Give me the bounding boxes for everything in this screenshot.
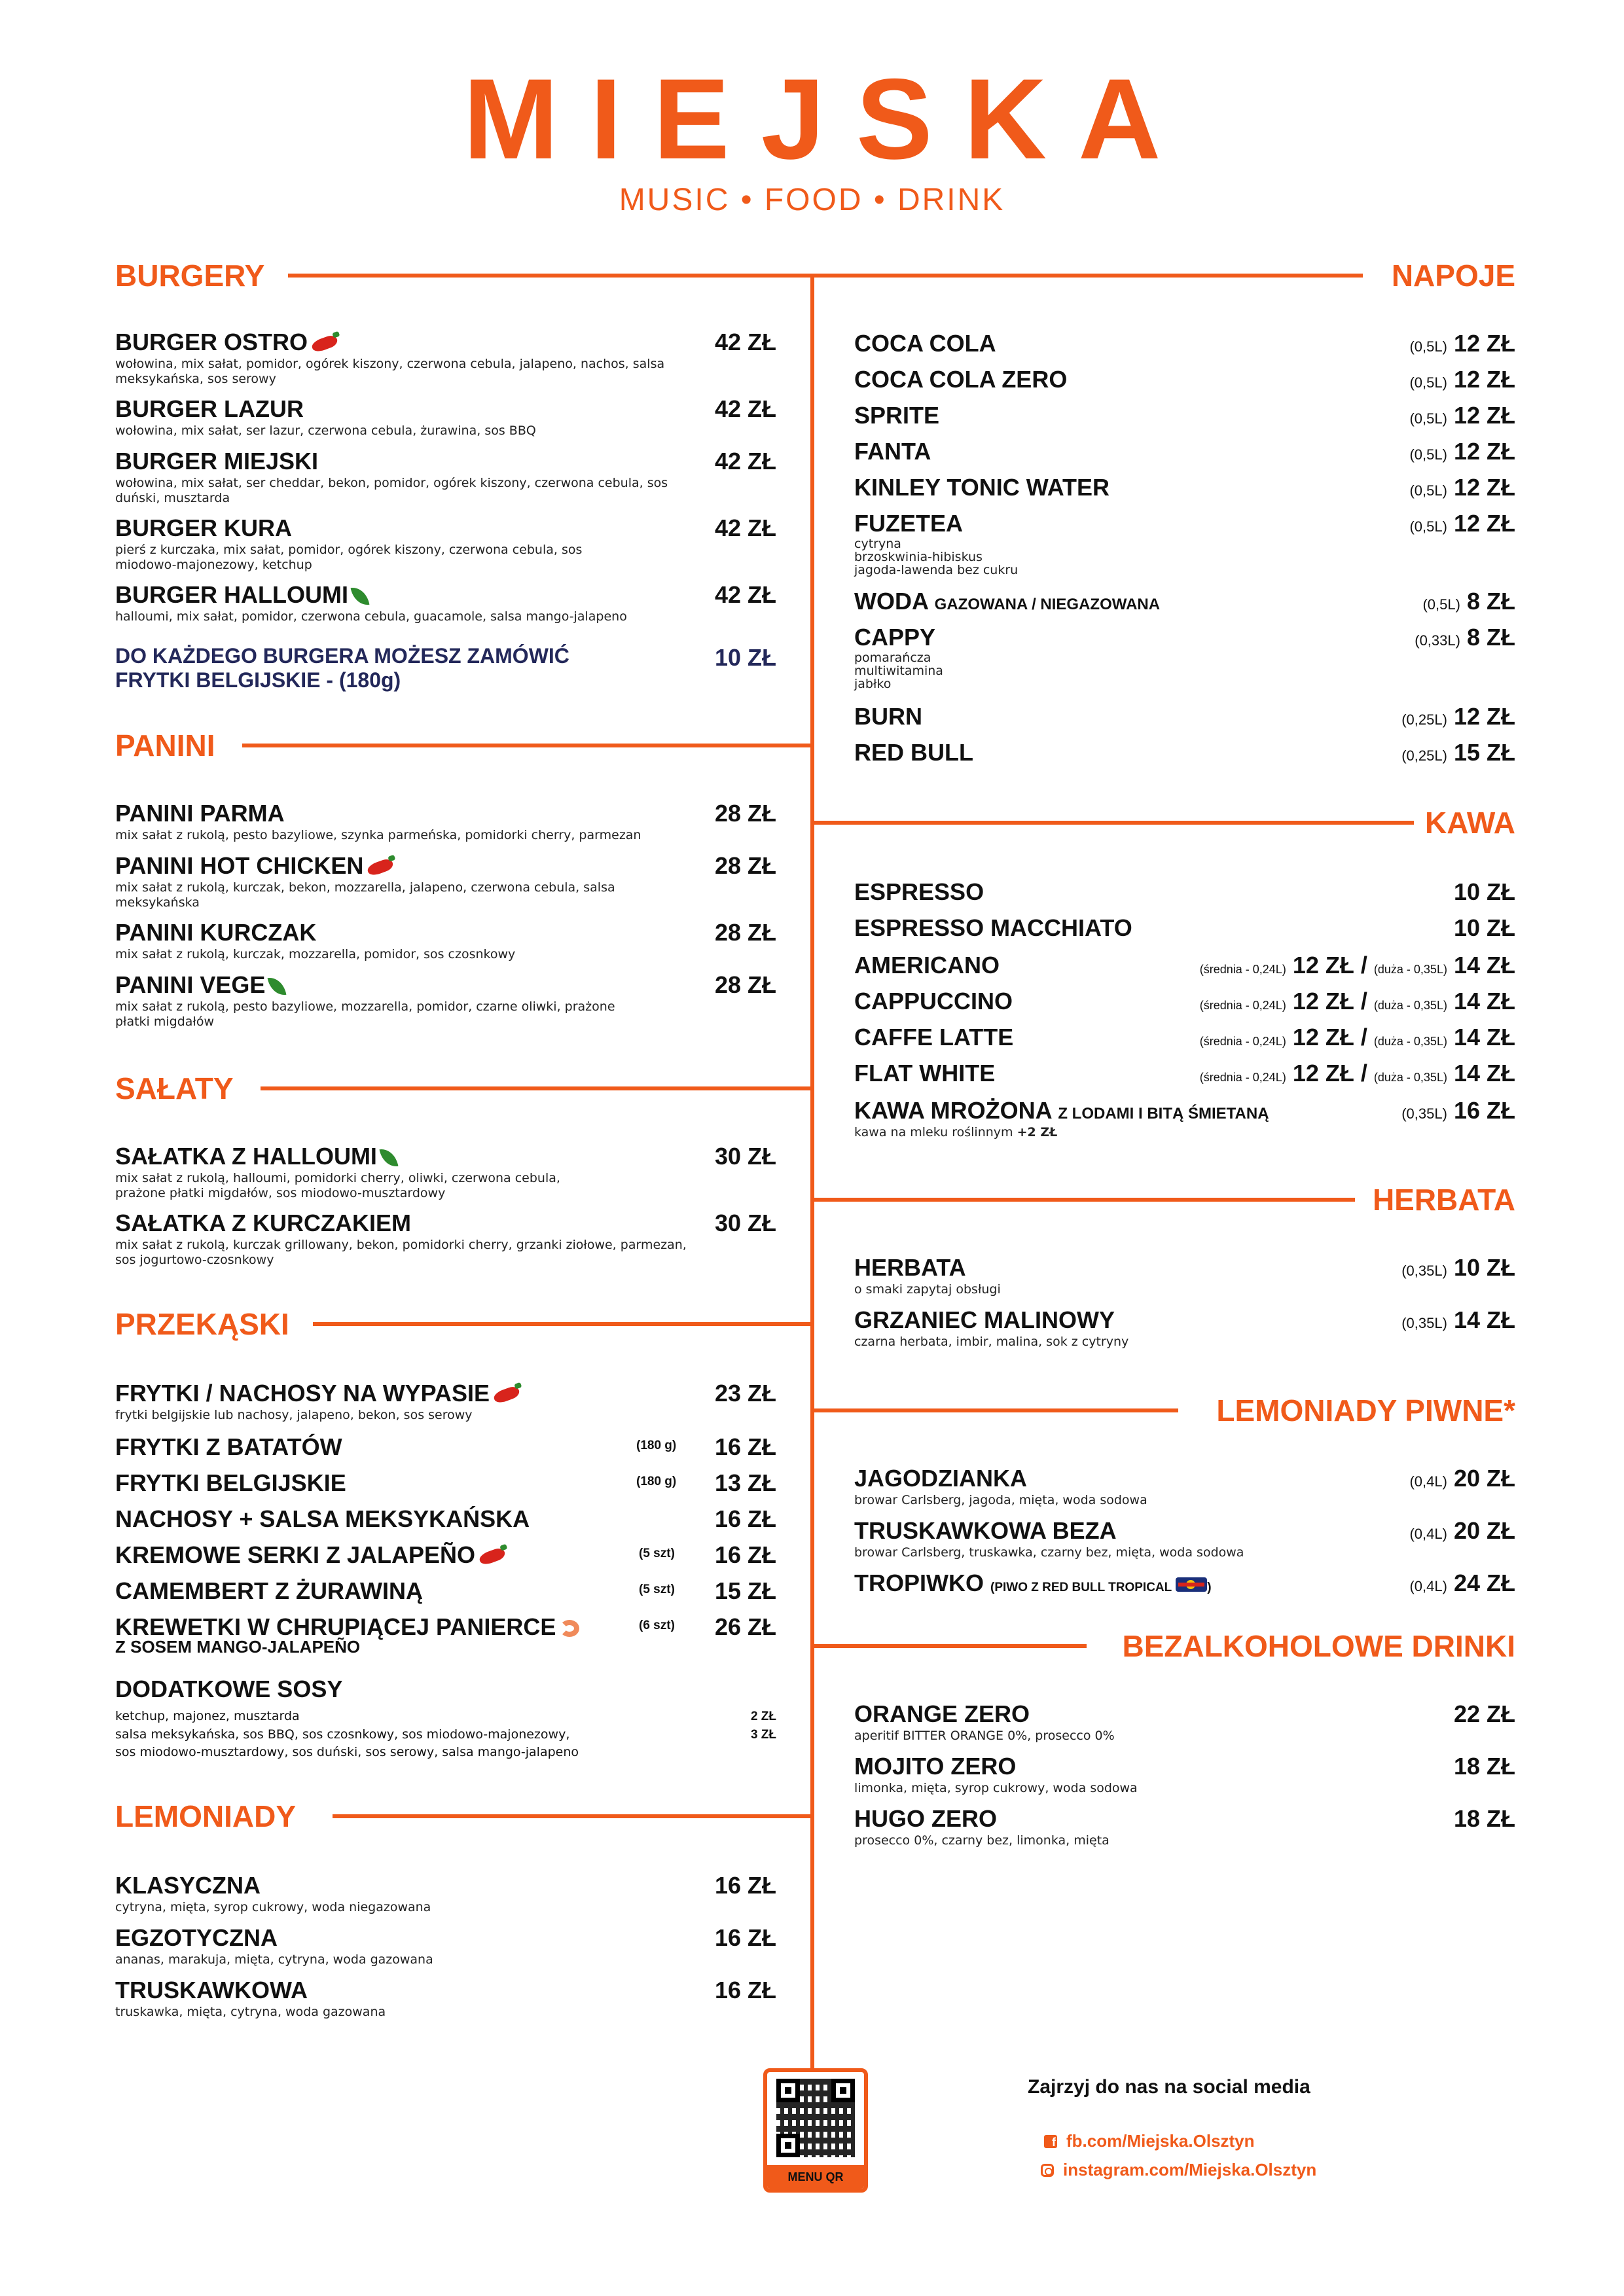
item-volume-medium: (średnia - 0,24L) [1199,1071,1286,1084]
social-title: Zajrzyj do nas na social media [1028,2076,1310,2098]
logo-wordmark: MIEJSKA [463,56,1193,183]
item-price: 8 ZŁ [1466,588,1515,615]
item-name: SAŁATKA Z HALLOUMI [115,1143,377,1170]
item-description: mix sałat z rukolą, kurczak grillowany, bekon, pomidorki cherry, grzanki ziołowe, parmezan, sos jogurtowo-czosnkowy [115,1238,687,1268]
menu-item [854,402,1515,429]
item-volume: (0,35L) [1401,1105,1447,1122]
item-extra-price: +2 ZŁ [1017,1125,1058,1140]
item-price-large: 14 ZŁ [1453,988,1515,1014]
item-price: 42 ZŁ [714,514,776,541]
item-subtitle: Z LODAMI I BITĄ ŚMIETANĄ [1058,1105,1269,1122]
item-name: COCA COLA ZERO [854,366,1068,393]
item-price: 42 ZŁ [714,448,776,475]
item-name: BURGER HALLOUMI [115,581,348,608]
item-price: 16 ZŁ [714,1433,776,1460]
item-name: WODA [854,588,928,615]
menu-item [854,588,1515,615]
menu-item [115,329,776,387]
item-description: kawa na mleku roślinnym [854,1125,1013,1140]
item-name: BURGER OSTRO [115,329,308,355]
item-price: 42 ZŁ [714,329,776,355]
item-price: 30 ZŁ [714,1210,776,1236]
item-price-large: 14 ZŁ [1453,1060,1515,1086]
section-title-przekaski: PRZEKĄSKI [115,1307,289,1341]
menu-item: CAFFE LATTE (średnia - 0,24L) 12 ZŁ / (duża - 0,35L) 14 ZŁ [854,1024,1515,1050]
item-price: 12 ZŁ [1453,703,1515,730]
sauces-price: 3 ZŁ [750,1727,776,1742]
menu-item [854,1254,1515,1297]
instagram-label: instagram.com/Miejska.Olsztyn [1063,2160,1317,2179]
item-subtitle: (PIWO Z RED BULL TROPICAL [990,1581,1172,1594]
item-price-medium: 12 ZŁ [1292,1060,1354,1086]
addon-line-1: DO KAŻDEGO BURGERA MOŻESZ ZAMÓWIĆ [115,644,569,668]
item-description: browar Carlsberg, jagoda, mięta, woda sodowa [854,1493,1147,1508]
section-title-kawa: KAWA [1425,806,1515,840]
item-description: halloumi, mix sałat, pomidor, czerwona cebula, guacamole, salsa mango-jalapeno [115,609,627,624]
leaf-icon [268,976,287,998]
item-quantity: (180 g) [636,1475,677,1488]
item-price: 26 ZŁ [714,1613,776,1640]
item-description: wołowina, mix sałat, ser cheddar, bekon, pomidor, ogórek kiszony, czerwona cebula, sos duński, musztarda [115,476,668,506]
menu-item [115,971,776,1030]
item-name: PANINI VEGE [115,971,266,998]
item-name: SAŁATKA Z KURCZAKIEM [115,1210,411,1236]
item-subtitle-end: ) [1207,1581,1212,1594]
item-price: 12 ZŁ [1453,510,1515,537]
menu-item [854,1570,1515,1596]
item-name: FANTA [854,438,931,465]
item-volume: (0,33L) [1415,632,1460,649]
item-flavor: jagoda-lawenda bez cukru [854,563,1019,578]
menu-item [854,1700,1515,1744]
item-volume-medium: (średnia - 0,24L) [1199,999,1286,1012]
item-description: wołowina, mix sałat, pomidor, ogórek kiszony, czerwona cebula, jalapeno, nachos, salsa meksykańska, sos serowy [115,357,665,387]
section-rule [288,274,812,278]
item-price: 28 ZŁ [714,800,776,827]
item-name: FRYTKI / NACHOSY NA WYPASIE [115,1380,490,1407]
menu-item [115,448,776,506]
item-price: 28 ZŁ [714,852,776,879]
item-volume: (0,5L) [1409,482,1447,499]
section-rule [812,821,1414,825]
item-volume-large: (duża - 0,35L) [1373,1035,1447,1048]
item-price: 15 ZŁ [1453,739,1515,766]
item-name: HUGO ZERO [854,1805,998,1832]
section-title-lemoniady-piwne: LEMONIADY PIWNE* [1216,1393,1515,1427]
item-price-large: 14 ZŁ [1453,952,1515,978]
chili-icon [478,1547,507,1567]
item-price: 12 ZŁ [1453,402,1515,429]
menu-item [115,1505,776,1532]
item-name: CAPPY [854,624,936,651]
item-volume-large: (duża - 0,35L) [1373,1071,1447,1084]
menu-item [115,1433,776,1460]
item-description: o smaki zapytaj obsługi [854,1282,1001,1297]
item-description: wołowina, mix sałat, ser lazur, czerwona cebula, żurawina, sos BBQ [115,423,536,439]
shrimp-icon [560,1620,579,1637]
menu-item [115,852,776,910]
menu-item [854,438,1515,465]
item-price: 24 ZŁ [1453,1570,1515,1596]
item-price: 18 ZŁ [1453,1805,1515,1832]
fries-addon [115,644,776,692]
item-name: FRYTKI Z BATATÓW [115,1433,342,1460]
item-volume: (0,4L) [1409,1578,1447,1594]
item-description: cytryna, mięta, syrop cukrowy, woda niegazowana [115,1900,431,1915]
menu-item [854,624,1515,691]
item-description: frytki belgijskie lub nachosy, jalapeno, bekon, sos serowy [115,1408,473,1423]
item-price: 12 ZŁ [1453,474,1515,501]
item-description: mix sałat z rukolą, pesto bazyliowe, szynka parmeńska, pomidorki cherry, parmezan [115,828,641,843]
item-name: AMERICANO [854,952,1000,978]
item-price: 12 ZŁ [1453,366,1515,393]
item-description: prosecco 0%, czarny bez, limonka, mięta [854,1833,1110,1848]
item-name: TROPIWKO [854,1570,984,1596]
item-price: 22 ZŁ [1453,1700,1515,1727]
menu-item: CAPPUCCINO (średnia - 0,24L) 12 ZŁ / (duża - 0,35L) 14 ZŁ [854,988,1515,1014]
qr-finder [831,2079,855,2102]
menu-item [115,919,776,962]
item-name: KLASYCZNA [115,1872,261,1899]
item-volume: (0,4L) [1409,1473,1447,1490]
instagram-link[interactable] [1041,2160,1316,2180]
facebook-label: fb.com/Miejska.Olsztyn [1066,2131,1255,2151]
menu-item [115,514,776,573]
item-description: aperitif BITTER ORANGE 0%, prosecco 0% [854,1729,1115,1744]
item-description: ananas, marakuja, mięta, cytryna, woda gazowana [115,1952,433,1967]
item-description: mix sałat z rukolą, kurczak, bekon, mozzarella, jalapeno, czerwona cebula, salsa meksykańska [115,880,615,910]
menu-item [854,739,1515,766]
menu-item [115,395,776,439]
item-name: BURN [854,703,922,730]
item-name: HERBATA [854,1254,966,1281]
section-rule [313,1322,812,1326]
item-name: MOJITO ZERO [854,1753,1017,1780]
item-volume: (0,5L) [1409,374,1447,391]
item-name: JAGODZIANKA [854,1465,1028,1492]
menu-item [854,1465,1515,1508]
sauces-price: 2 ZŁ [750,1710,776,1724]
section-title-panini: PANINI [115,728,215,762]
item-price: 20 ZŁ [1453,1465,1515,1492]
section-rule [333,1814,812,1818]
item-volume-medium: (średnia - 0,24L) [1199,963,1286,976]
menu-item [854,1306,1515,1350]
menu-item [115,1143,776,1201]
menu-item [854,878,1515,905]
item-volume: (0,5L) [1409,338,1447,355]
item-name: ORANGE ZERO [854,1700,1030,1727]
item-name: FLAT WHITE [854,1060,996,1086]
item-quantity: (180 g) [636,1439,677,1452]
item-price-large: 14 ZŁ [1453,1024,1515,1050]
item-name: KINLEY TONIC WATER [854,474,1110,501]
item-name: KREWETKI W CHRUPIĄCEJ PANIERCE [115,1613,556,1640]
item-name: KAWA MROŻONA [854,1097,1052,1124]
item-description: mix sałat z rukolą, pesto bazyliowe, mozzarella, pomidor, czarne oliwki, prażone płatki migdałów [115,999,615,1030]
item-price: 28 ZŁ [714,919,776,946]
item-name: FUZETEA [854,510,963,537]
item-description: mix sałat z rukolą, kurczak, mozzarella, pomidor, sos czosnkowy [115,947,516,962]
item-price: 16 ZŁ [714,1541,776,1568]
menu-item [115,1977,776,2020]
menu-item [115,1210,776,1268]
leaf-icon [351,586,370,608]
addon-line-2: FRYTKI BELGIJSKIE - (180g) [115,668,401,692]
section-title-herbata: HERBATA [1372,1183,1515,1217]
extra-sauces [115,1676,776,1762]
item-flavor: brzoskwinia-hibiskus [854,550,983,565]
item-name: COCA COLA [854,330,996,357]
item-flavor: pomarańcza [854,651,931,666]
section-rule [242,744,812,747]
item-price: 30 ZŁ [714,1143,776,1170]
item-volume: (0,5L) [1422,596,1460,613]
item-name: BURGER MIEJSKI [115,448,319,475]
section-rule [812,1198,1355,1202]
qr-finder [776,2079,800,2102]
item-name: ESPRESSO [854,878,984,905]
item-name: TRUSKAWKOWA BEZA [854,1517,1117,1544]
item-price: 10 ZŁ [1453,914,1515,941]
item-volume-medium: (średnia - 0,24L) [1199,1035,1286,1048]
item-name: SPRITE [854,402,940,429]
item-name: KREMOWE SERKI Z JALAPEÑO [115,1541,476,1568]
section-title-burgery: BURGERY [115,259,265,293]
item-price-medium: 12 ZŁ [1292,952,1354,978]
item-price: 28 ZŁ [714,971,776,998]
menu-item: AMERICANO (średnia - 0,24L) 12 ZŁ / (duża - 0,35L) 14 ZŁ [854,952,1515,978]
item-volume-large: (duża - 0,35L) [1373,999,1447,1012]
section-title-lemoniady: LEMONIADY [115,1799,296,1833]
menu-item [854,914,1515,941]
menu-item [854,703,1515,730]
item-name: CAFFE LATTE [854,1024,1014,1050]
section-title-salaty: SAŁATY [115,1071,234,1105]
item-price: 16 ZŁ [714,1505,776,1532]
item-price: 13 ZŁ [714,1469,776,1496]
item-quantity: (6 szt) [639,1619,675,1632]
item-name: CAMEMBERT Z ŻURAWINĄ [115,1577,423,1604]
section-rule [261,1086,812,1090]
item-description: browar Carlsberg, truskawka, czarny bez, mięta, woda sodowa [854,1545,1244,1560]
item-price: 42 ZŁ [714,395,776,422]
menu-item [115,1872,776,1915]
menu-item [854,330,1515,357]
item-description: limonka, mięta, syrop cukrowy, woda sodowa [854,1781,1138,1796]
menu-item: FLAT WHITE (średnia - 0,24L) 12 ZŁ / (duża - 0,35L) 14 ZŁ [854,1060,1515,1086]
item-price: 16 ZŁ [1453,1097,1515,1124]
item-price-medium: 12 ZŁ [1292,1024,1354,1050]
item-price: 18 ZŁ [1453,1753,1515,1780]
instagram-icon [1041,2164,1054,2177]
menu-item [854,1805,1515,1848]
item-price: 15 ZŁ [714,1577,776,1604]
sauces-title: DODATKOWE SOSY [115,1676,343,1702]
chili-icon [492,1385,521,1405]
item-flavor: jabłko [854,677,892,692]
item-volume: (0,5L) [1409,410,1447,427]
menu-item [854,366,1515,393]
center-divider [810,275,814,2078]
item-flavor: cytryna [854,537,901,552]
item-price: 12 ZŁ [1453,438,1515,465]
item-price: 16 ZŁ [714,1977,776,2003]
item-name: PANINI KURCZAK [115,919,317,946]
item-quantity: (5 szt) [639,1547,675,1560]
item-price: 23 ZŁ [714,1380,776,1407]
menu-item [854,1097,1515,1140]
menu-qr-code[interactable] [763,2068,868,2193]
item-name: GRZANIEC MALINOWY [854,1306,1115,1333]
item-description: pierś z kurczaka, mix sałat, pomidor, ogórek kiszony, czerwona cebula, sos miodowo-majonezowy, ketchup [115,543,583,573]
section-rule [812,1644,1087,1648]
item-price: 20 ZŁ [1453,1517,1515,1544]
qr-finder [776,2134,800,2157]
sauces-line: salsa meksykańska, sos BBQ, sos czosnkowy, sos miodowo-majonezowy, [115,1727,570,1742]
section-title-napoje: NAPOJE [1391,259,1515,293]
item-volume: (0,25L) [1401,747,1447,764]
item-price: 10 ZŁ [1453,1254,1515,1281]
section-title-bezalkoholowe: BEZALKOHOLOWE DRINKI [1122,1629,1515,1663]
item-name: PANINI HOT CHICKEN [115,852,364,879]
item-price: 14 ZŁ [1453,1306,1515,1333]
menu-item [115,581,776,624]
menu-item [115,1541,776,1568]
item-volume-large: (duża - 0,35L) [1373,963,1447,976]
item-price-medium: 12 ZŁ [1292,988,1354,1014]
item-name: ESPRESSO MACCHIATO [854,914,1132,941]
item-name: NACHOSY + SALSA MEKSYKAŃSKA [115,1505,530,1532]
item-volume: (0,4L) [1409,1526,1447,1542]
facebook-icon [1044,2135,1057,2148]
menu-item [854,474,1515,501]
item-price: 16 ZŁ [714,1872,776,1899]
item-description: truskawka, mięta, cytryna, woda gazowana [115,2005,386,2020]
item-description: czarna herbata, imbir, malina, sok z cytryny [854,1335,1129,1350]
menu-item [115,1469,776,1496]
item-price: 42 ZŁ [714,581,776,608]
menu-item [115,1380,776,1423]
item-subtitle: Z SOSEM MANGO-JALAPEÑO [115,1637,361,1657]
sauces-line: ketchup, majonez, musztarda [115,1709,300,1724]
item-volume: (0,5L) [1409,446,1447,463]
section-rule [812,1408,1178,1412]
menu-item [854,1753,1515,1796]
item-volume: (0,35L) [1401,1315,1447,1331]
menu-item [854,1517,1515,1560]
menu-item [115,1924,776,1967]
item-name: PANINI PARMA [115,800,285,827]
red-bull-logo-icon [1176,1577,1207,1592]
item-volume: (0,5L) [1409,518,1447,535]
item-subtitle: GAZOWANA / NIEGAZOWANA [934,596,1161,613]
item-price: 8 ZŁ [1466,624,1515,651]
item-quantity: (5 szt) [639,1583,675,1596]
item-name: CAPPUCCINO [854,988,1013,1014]
item-name: TRUSKAWKOWA [115,1977,308,2003]
chili-icon [366,857,395,878]
item-volume: (0,25L) [1401,711,1447,728]
item-price: 10 ZŁ [1453,878,1515,905]
menu-item [115,1577,776,1604]
section-rule [812,274,1363,278]
item-name: RED BULL [854,739,973,766]
chili-icon [310,334,339,354]
leaf-icon [380,1147,399,1170]
qr-label: MENU QR [767,2165,864,2189]
item-description: mix sałat z rukolą, halloumi, pomidorki cherry, oliwki, czerwona cebula, prażone płatki migdałów, sos miodowo-musztardowy [115,1171,560,1201]
item-price: 12 ZŁ [1453,330,1515,357]
item-volume: (0,35L) [1401,1263,1447,1279]
item-flavor: multiwitamina [854,664,943,679]
item-price: 16 ZŁ [714,1924,776,1951]
menu-item [115,1613,776,1657]
addon-price: 10 ZŁ [714,644,776,671]
item-name: EGZOTYCZNA [115,1924,278,1951]
item-name: BURGER LAZUR [115,395,304,422]
facebook-link[interactable] [1044,2131,1255,2151]
sauces-line: sos miodowo-musztardowy, sos duński, sos serowy, salsa mango-jalapeno [115,1745,579,1760]
tagline: MUSIC • FOOD • DRINK [619,183,1005,217]
item-name: FRYTKI BELGIJSKIE [115,1469,346,1496]
menu-item [854,510,1515,577]
item-name: BURGER KURA [115,514,292,541]
menu-item [115,800,776,843]
